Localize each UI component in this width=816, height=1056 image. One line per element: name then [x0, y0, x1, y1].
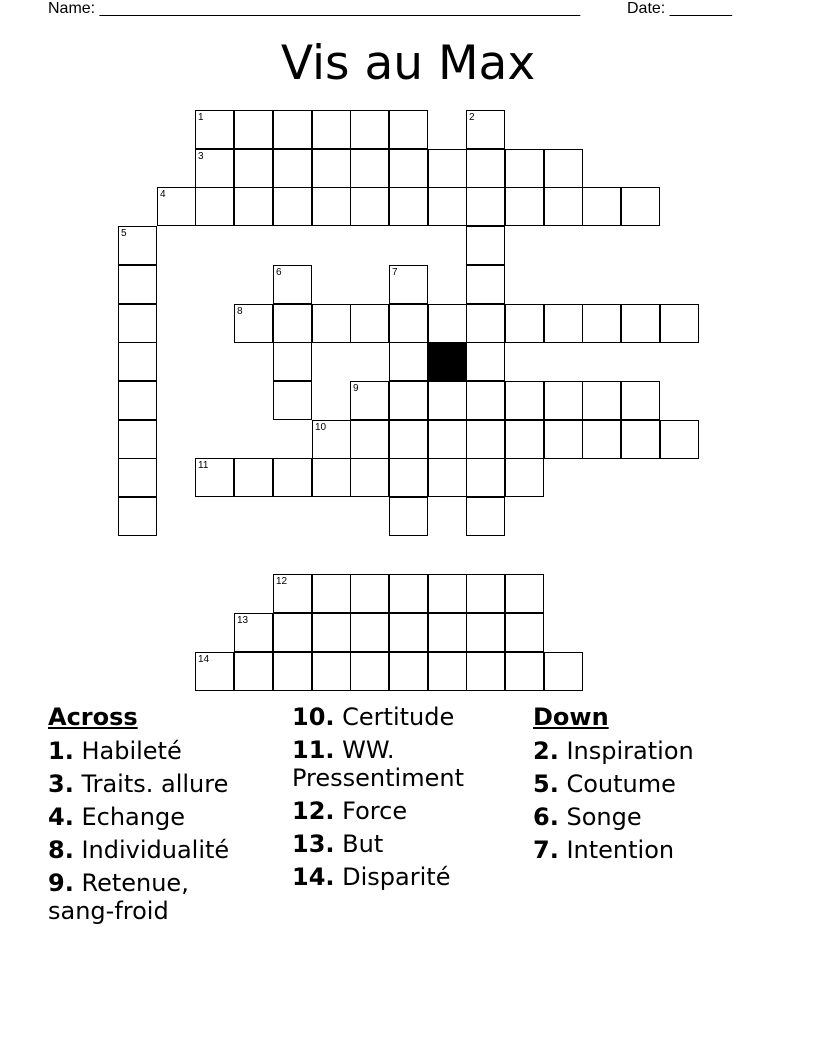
grid-cell[interactable] — [466, 458, 505, 497]
grid-cell[interactable] — [350, 381, 389, 420]
clue-number-label: 12 — [276, 576, 288, 587]
grid-cell[interactable] — [389, 342, 428, 381]
clue-number-label: 9 — [353, 383, 359, 394]
clue-number-label: 14 — [198, 654, 210, 665]
across-heading: Across — [48, 703, 138, 731]
clue-across-1 — [48, 737, 288, 765]
clue-number: 13. — [292, 830, 335, 858]
clue-number-label: 11 — [198, 460, 209, 471]
clue-text: Echange — [81, 803, 185, 831]
clue-number: 3. — [48, 770, 74, 798]
clue-across-12 — [292, 797, 527, 825]
grid-cell[interactable] — [312, 574, 351, 613]
grid-cell[interactable] — [466, 497, 505, 536]
grid-cell[interactable] — [273, 110, 312, 149]
grid-cell[interactable] — [118, 226, 157, 265]
clue-down-7 — [533, 836, 773, 864]
clue-across-11 — [292, 736, 482, 792]
grid-cell[interactable] — [621, 187, 660, 226]
clue-down-5 — [533, 770, 773, 798]
grid-cell[interactable] — [273, 381, 312, 420]
grid-cell[interactable] — [389, 613, 428, 652]
grid-cell[interactable] — [505, 381, 544, 420]
clue-number-label: 1 — [198, 112, 204, 123]
grid-cell[interactable] — [544, 381, 583, 420]
grid-cell[interactable] — [466, 381, 505, 420]
grid-cell[interactable] — [582, 304, 621, 343]
grid-cell[interactable] — [273, 187, 312, 226]
across-clues-column-2 — [292, 703, 527, 896]
clue-text: Disparité — [342, 863, 451, 891]
grid-cell[interactable] — [505, 574, 544, 613]
clue-number: 6. — [533, 803, 559, 831]
clue-across-9 — [48, 869, 223, 925]
grid-cell[interactable] — [621, 304, 660, 343]
grid-cell[interactable] — [195, 149, 234, 188]
grid-cell[interactable] — [466, 652, 505, 691]
grid-cell[interactable] — [428, 420, 467, 459]
grid-cell[interactable] — [273, 342, 312, 381]
grid-cell[interactable] — [195, 110, 234, 149]
grid-cell[interactable] — [466, 613, 505, 652]
clue-number: 11. — [292, 736, 335, 764]
clue-text: Individualité — [81, 836, 230, 864]
grid-cell[interactable] — [234, 110, 273, 149]
clue-number-label: 5 — [121, 228, 127, 239]
grid-cell[interactable] — [195, 187, 234, 226]
grid-cell[interactable] — [621, 420, 660, 459]
grid-cell[interactable] — [505, 420, 544, 459]
clue-across-10 — [292, 703, 527, 731]
grid-cell[interactable] — [466, 187, 505, 226]
grid-cell[interactable] — [234, 187, 273, 226]
clue-across-14 — [292, 863, 527, 891]
grid-cell[interactable] — [466, 110, 505, 149]
grid-cell[interactable] — [466, 420, 505, 459]
grid-cell[interactable] — [273, 652, 312, 691]
clue-down-6 — [533, 803, 773, 831]
grid-cell[interactable] — [350, 187, 389, 226]
clue-text: But — [342, 830, 384, 858]
grid-cell[interactable] — [544, 420, 583, 459]
grid-cell[interactable] — [505, 652, 544, 691]
grid-cell[interactable] — [312, 149, 351, 188]
grid-cell[interactable] — [544, 187, 583, 226]
clue-text: Coutume — [566, 770, 676, 798]
down-clues-column — [533, 703, 773, 869]
grid-cell[interactable] — [389, 652, 428, 691]
grid-cell[interactable] — [118, 381, 157, 420]
grid-cell[interactable] — [312, 110, 351, 149]
grid-cell[interactable] — [428, 149, 467, 188]
clue-number-label: 2 — [469, 112, 475, 123]
down-heading: Down — [533, 703, 609, 731]
grid-cell[interactable] — [118, 304, 157, 343]
clue-number: 12. — [292, 797, 335, 825]
grid-cell[interactable] — [234, 149, 273, 188]
grid-cell[interactable] — [505, 613, 544, 652]
clue-text: Songe — [566, 803, 642, 831]
grid-cell[interactable] — [544, 652, 583, 691]
clue-number-label: 6 — [276, 267, 282, 278]
grid-cell[interactable] — [312, 613, 351, 652]
clue-text: Traits. allure — [81, 770, 229, 798]
clue-number: 9. — [48, 869, 74, 897]
grid-cell[interactable] — [389, 265, 428, 304]
clue-number-label: 3 — [198, 151, 204, 162]
grid-cell[interactable] — [118, 420, 157, 459]
clue-across-3 — [48, 770, 288, 798]
grid-cell[interactable] — [505, 187, 544, 226]
grid-cell[interactable] — [273, 265, 312, 304]
grid-cell[interactable] — [660, 420, 699, 459]
grid-cell[interactable] — [466, 149, 505, 188]
grid-cell[interactable] — [582, 381, 621, 420]
clue-text: Certitude — [342, 703, 455, 731]
grid-cell[interactable] — [466, 342, 505, 381]
clue-down-2 — [533, 737, 773, 765]
grid-cell[interactable] — [505, 149, 544, 188]
clue-number: 7. — [533, 836, 559, 864]
grid-cell[interactable] — [428, 458, 467, 497]
grid-cell[interactable] — [505, 304, 544, 343]
grid-cell[interactable] — [234, 304, 273, 343]
grid-cell[interactable] — [350, 110, 389, 149]
page-title: Vis au Max — [280, 36, 536, 91]
grid-cell[interactable] — [350, 304, 389, 343]
grid-cell[interactable] — [389, 381, 428, 420]
grid-cell[interactable] — [428, 187, 467, 226]
grid-cell[interactable] — [389, 187, 428, 226]
clue-number: 4. — [48, 803, 74, 831]
grid-cell[interactable] — [466, 574, 505, 613]
grid-cell[interactable] — [544, 304, 583, 343]
grid-cell[interactable] — [466, 226, 505, 265]
grid-cell[interactable] — [466, 265, 505, 304]
clue-text: Force — [342, 797, 408, 825]
clue-text: Intention — [566, 836, 675, 864]
clue-number-label: 10 — [315, 422, 327, 433]
grid-cell[interactable] — [312, 187, 351, 226]
clue-number: 1. — [48, 737, 74, 765]
grid-cell[interactable] — [312, 304, 351, 343]
grid-cell[interactable] — [118, 265, 157, 304]
grid-cell[interactable] — [505, 458, 544, 497]
grid-cell[interactable] — [389, 110, 428, 149]
clue-text: WW. Pressentiment — [292, 736, 464, 792]
name-field-label: Name: ______________________________________________________ — [48, 0, 581, 17]
clue-number-label: 8 — [237, 306, 243, 317]
clue-across-13 — [292, 830, 527, 858]
clue-number: 5. — [533, 770, 559, 798]
grid-cell[interactable] — [389, 420, 428, 459]
grid-cell[interactable] — [273, 613, 312, 652]
clue-across-4 — [48, 803, 288, 831]
clue-number-label: 7 — [392, 267, 398, 278]
clue-across-8 — [48, 836, 288, 864]
grid-cell[interactable] — [157, 187, 196, 226]
grid-cell[interactable] — [195, 458, 234, 497]
grid-cell[interactable] — [389, 458, 428, 497]
grid-cell[interactable] — [350, 149, 389, 188]
clue-text: Retenue, sang-froid — [48, 869, 189, 925]
grid-cell[interactable] — [544, 149, 583, 188]
grid-cell[interactable] — [312, 458, 351, 497]
clue-text: Habileté — [81, 737, 182, 765]
grid-cell[interactable] — [582, 420, 621, 459]
clue-number: 8. — [48, 836, 74, 864]
grid-cell[interactable] — [582, 187, 621, 226]
grid-cell[interactable] — [350, 458, 389, 497]
grid-cell[interactable] — [389, 497, 428, 536]
grid-cell[interactable] — [273, 304, 312, 343]
grid-cell[interactable] — [312, 420, 351, 459]
grid-cell[interactable] — [660, 304, 699, 343]
grid-cell[interactable] — [350, 420, 389, 459]
grid-cell[interactable] — [273, 458, 312, 497]
clue-text: Inspiration — [566, 737, 694, 765]
grid-cell[interactable] — [428, 304, 467, 343]
clue-number-label: 13 — [237, 615, 249, 626]
grid-cell[interactable] — [350, 652, 389, 691]
date-field-label: Date: _______ — [627, 0, 732, 17]
grid-cell[interactable] — [389, 149, 428, 188]
grid-cell[interactable] — [195, 652, 234, 691]
grid-cell[interactable] — [428, 574, 467, 613]
across-clues-column-1 — [48, 703, 288, 930]
grid-cell[interactable] — [389, 304, 428, 343]
clue-number-label: 4 — [160, 189, 166, 200]
grid-cell[interactable] — [234, 613, 273, 652]
clue-number: 2. — [533, 737, 559, 765]
black-cell — [428, 342, 467, 381]
clue-number: 10. — [292, 703, 335, 731]
grid-cell[interactable] — [428, 381, 467, 420]
grid-cell[interactable] — [621, 381, 660, 420]
grid-cell[interactable] — [312, 652, 351, 691]
grid-cell[interactable] — [273, 574, 312, 613]
grid-cell[interactable] — [350, 574, 389, 613]
grid-cell[interactable] — [350, 613, 389, 652]
grid-cell[interactable] — [273, 149, 312, 188]
clue-number: 14. — [292, 863, 335, 891]
grid-cell[interactable] — [428, 613, 467, 652]
grid-cell[interactable] — [118, 342, 157, 381]
grid-cell[interactable] — [466, 304, 505, 343]
grid-cell[interactable] — [118, 458, 157, 497]
grid-cell[interactable] — [234, 458, 273, 497]
grid-cell[interactable] — [118, 497, 157, 536]
grid-cell[interactable] — [389, 574, 428, 613]
grid-cell[interactable] — [234, 652, 273, 691]
grid-cell[interactable] — [428, 652, 467, 691]
